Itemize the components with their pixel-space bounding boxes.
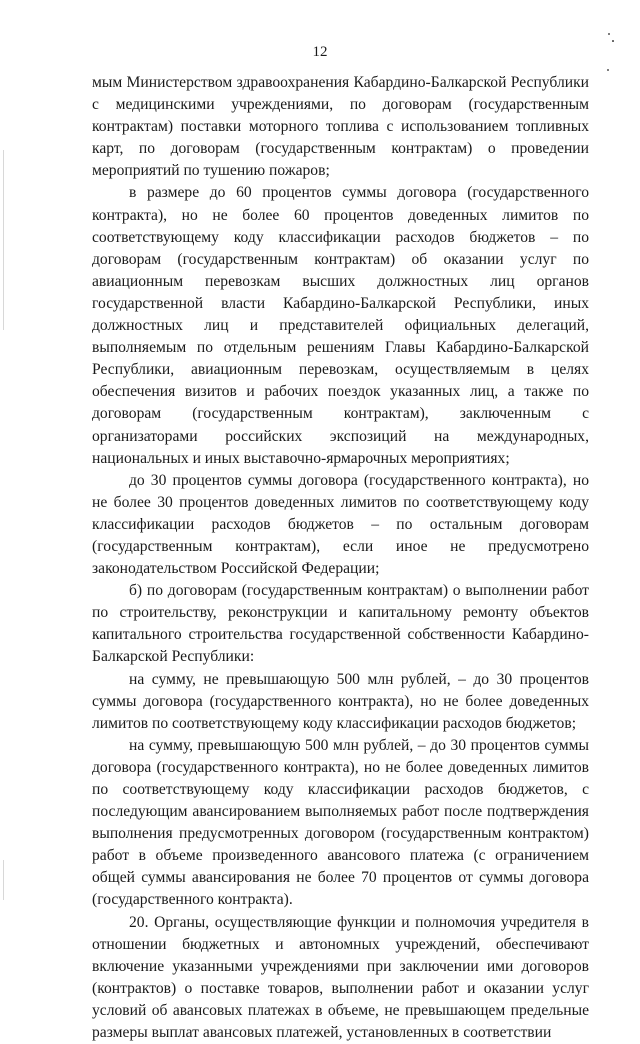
- paragraph-6: на сумму, превышающую 500 млн рублей, – до 30 процентов суммы договора (государственного контракта), но не более доведенных лимитов по соответствующему коду классификации расходов бюджетов, с последующим авансированием выполняемых работ после подтверждения выполнения предусмотренных договором (государственным контрактом) работ в объеме произведенного авансового платежа (с ограничением общей суммы авансирования не более 70 процентов от суммы договора (государственного контракта).: [92, 736, 589, 909]
- scan-speck: [612, 40, 614, 42]
- paragraph-2: в размере до 60 процентов суммы договора (государственного контракта), но не более 60 процентов доведенных лимитов по соответствующему коду классификации расходов бюджетов – по договорам (государственным контрактам) об оказании услуг по авиационным перевозкам высших должностных лиц органов государственной власти Кабардино-Балкарской Республики, иных должностных лиц и представителей официальных делегаций, выполняемым по отдельным решениям Главы Кабардино-Балкарской Республики, авиационным перевозкам, осуществляемым в целях обеспечения визитов и рабочих поездок указанных лиц, а также по договорам (государственным контрактам), заключенным с организаторами российских экспозиций на международных, национальных и иных выставочно-ярмарочных мероприятиях;: [92, 184, 589, 467]
- paragraph-3: до 30 процентов суммы договора (государственного контракта), но не более 30 процентов доведенных лимитов по соответствующему коду классификации расходов бюджетов – по остальным договорам (государственным контрактам), если иное не предусмотрено законодательством Российской Федерации;: [92, 471, 589, 578]
- scan-edge-line: [3, 860, 4, 900]
- paragraph-7: 20. Органы, осуществляющие функции и полномочия учредителя в отношении бюджетных и автономных учреждений, обеспечивают включение указанными учреждениями при заключении ими договоров (контрактов) о поставке товаров, выполнении работ и оказании услуг условий об авансовых платежах в объеме, не превышающем предельные размеры выплат авансовых платежей, установленных в соответствии: [92, 913, 589, 1042]
- paragraph-1: мым Министерством здравоохранения Кабардино-Балкарской Республики с медицинскими учреждениями, по договорам (государственным контрактам) поставки моторного топлива с использованием топливных карт, по договорам (государственным контрактам) о проведении мероприятий по тушению пожаров;: [92, 74, 589, 180]
- page-number: 12: [312, 44, 328, 60]
- scan-edge-line: [3, 150, 4, 330]
- document-body: [92, 72, 589, 1044]
- scan-speck: [607, 69, 609, 71]
- scan-speck: [608, 33, 610, 35]
- paragraph-4: б) по договорам (государственным контрактам) о выполнении работ по строительству, реконструкции и капитальному ремонту объектов капитального строительства государственной собственности Кабардино-Балкарской Республики:: [92, 582, 589, 666]
- paragraph-5: на сумму, не превышающую 500 млн рублей, – до 30 процентов суммы договора (государственного контракта), но не более доведенных лимитов по соответствующему коду классификации расходов бюджетов;: [92, 670, 589, 732]
